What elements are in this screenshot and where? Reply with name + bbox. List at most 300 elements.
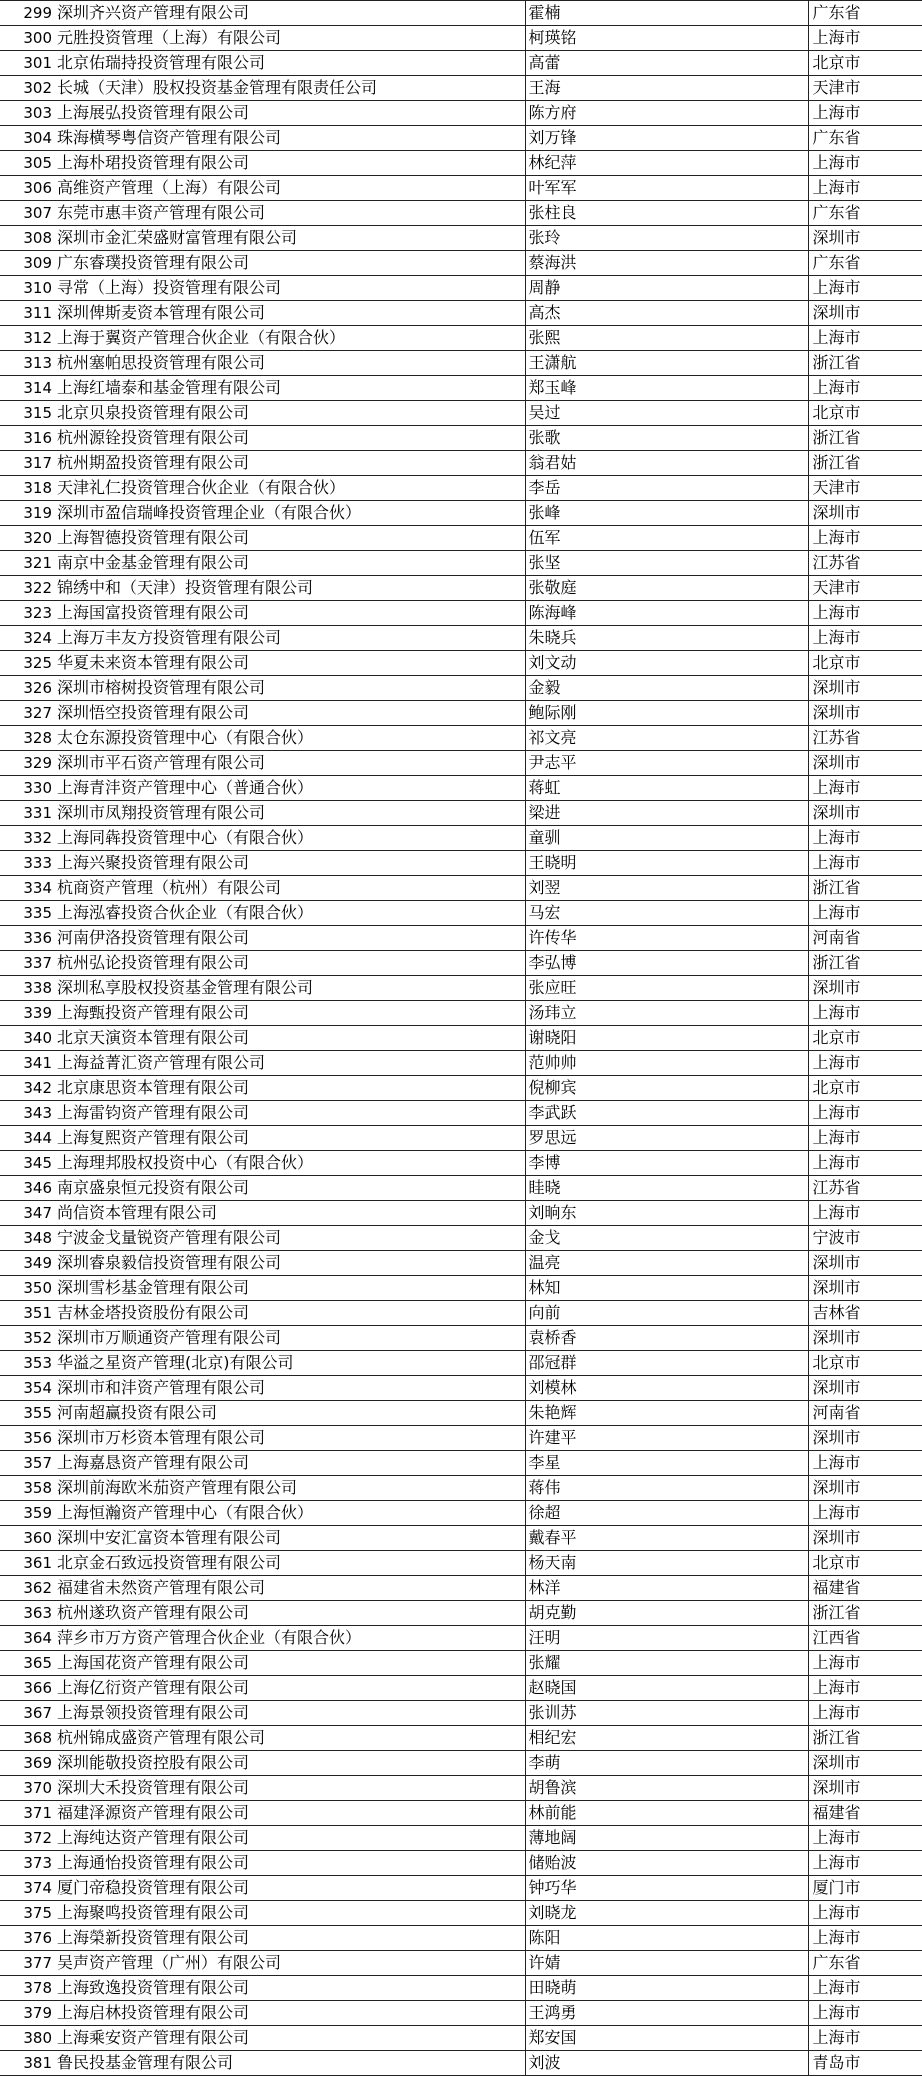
row-number: 355 bbox=[0, 1401, 55, 1426]
company-name-cell: 厦门帝稳投资管理有限公司 bbox=[55, 1876, 525, 1901]
company-name-cell: 高维资产管理（上海）有限公司 bbox=[55, 176, 525, 201]
region-cell: 天津市 bbox=[808, 576, 922, 601]
contact-name-cell: 张耀 bbox=[525, 1651, 808, 1676]
contact-name-cell: 陈方府 bbox=[525, 101, 808, 126]
contact-name-cell: 郑玉峰 bbox=[525, 376, 808, 401]
region-cell: 上海市 bbox=[808, 26, 922, 51]
row-number: 325 bbox=[0, 651, 55, 676]
region-cell: 深圳市 bbox=[808, 1276, 922, 1301]
region-cell: 浙江省 bbox=[808, 876, 922, 901]
row-number: 373 bbox=[0, 1851, 55, 1876]
contact-name-cell: 汪明 bbox=[525, 1626, 808, 1651]
company-name-cell: 杭州锦成盛资产管理有限公司 bbox=[55, 1726, 525, 1751]
row-number: 357 bbox=[0, 1451, 55, 1476]
region-cell: 上海市 bbox=[808, 1451, 922, 1476]
row-number: 322 bbox=[0, 576, 55, 601]
row-number: 330 bbox=[0, 776, 55, 801]
contact-name-cell: 眭晓 bbox=[525, 1176, 808, 1201]
table-row bbox=[0, 351, 922, 376]
region-cell: 深圳市 bbox=[808, 976, 922, 1001]
row-number: 342 bbox=[0, 1076, 55, 1101]
company-name-cell: 尚信资本管理有限公司 bbox=[55, 1201, 525, 1226]
company-name-cell: 华溢之星资产管理(北京)有限公司 bbox=[55, 1351, 525, 1376]
row-number: 368 bbox=[0, 1726, 55, 1751]
company-name-cell: 深圳齐兴资产管理有限公司 bbox=[55, 1, 525, 26]
table-row bbox=[0, 451, 922, 476]
table-row bbox=[0, 1426, 922, 1451]
row-number: 353 bbox=[0, 1351, 55, 1376]
company-name-cell: 上海国富投资管理有限公司 bbox=[55, 601, 525, 626]
contact-name-cell: 赵晓国 bbox=[525, 1676, 808, 1701]
region-cell: 上海市 bbox=[808, 626, 922, 651]
contact-name-cell: 马宏 bbox=[525, 901, 808, 926]
row-number: 300 bbox=[0, 26, 55, 51]
company-name-cell: 杭州塞帕思投资管理有限公司 bbox=[55, 351, 525, 376]
table-row bbox=[0, 226, 922, 251]
company-name-cell: 杭州弘论投资管理有限公司 bbox=[55, 951, 525, 976]
contact-name-cell: 周静 bbox=[525, 276, 808, 301]
contact-name-cell: 徐超 bbox=[525, 1501, 808, 1526]
row-number: 381 bbox=[0, 2051, 55, 2076]
region-cell: 北京市 bbox=[808, 51, 922, 76]
contact-name-cell: 郑安国 bbox=[525, 2026, 808, 2051]
table-row bbox=[0, 301, 922, 326]
contact-name-cell: 张玲 bbox=[525, 226, 808, 251]
contact-name-cell: 林前能 bbox=[525, 1801, 808, 1826]
company-name-cell: 深圳市万顺通资产管理有限公司 bbox=[55, 1326, 525, 1351]
region-cell: 上海市 bbox=[808, 1676, 922, 1701]
region-cell: 上海市 bbox=[808, 1651, 922, 1676]
company-name-cell: 上海启林投资管理有限公司 bbox=[55, 2001, 525, 2026]
table-row bbox=[0, 51, 922, 76]
table-row bbox=[0, 1501, 922, 1526]
contact-name-cell: 吴过 bbox=[525, 401, 808, 426]
table-row bbox=[0, 1801, 922, 1826]
contact-name-cell: 谢晓阳 bbox=[525, 1026, 808, 1051]
region-cell: 深圳市 bbox=[808, 1426, 922, 1451]
table-row bbox=[0, 476, 922, 501]
table-row bbox=[0, 751, 922, 776]
contact-name-cell: 范帅帅 bbox=[525, 1051, 808, 1076]
region-cell: 浙江省 bbox=[808, 1601, 922, 1626]
region-cell: 深圳市 bbox=[808, 1251, 922, 1276]
contact-name-cell: 高杰 bbox=[525, 301, 808, 326]
table-row bbox=[0, 926, 922, 951]
region-cell: 上海市 bbox=[808, 901, 922, 926]
row-number: 316 bbox=[0, 426, 55, 451]
row-number: 362 bbox=[0, 1576, 55, 1601]
region-cell: 江苏省 bbox=[808, 1176, 922, 1201]
company-name-cell: 深圳市平石资产管理有限公司 bbox=[55, 751, 525, 776]
table-row bbox=[0, 776, 922, 801]
region-cell: 吉林省 bbox=[808, 1301, 922, 1326]
region-cell: 上海市 bbox=[808, 276, 922, 301]
company-name-cell: 上海展弘投资管理有限公司 bbox=[55, 101, 525, 126]
company-name-cell: 北京金石致远投资管理有限公司 bbox=[55, 1551, 525, 1576]
region-cell: 深圳市 bbox=[808, 801, 922, 826]
contact-name-cell: 林洋 bbox=[525, 1576, 808, 1601]
region-cell: 上海市 bbox=[808, 1501, 922, 1526]
row-number: 345 bbox=[0, 1151, 55, 1176]
row-number: 303 bbox=[0, 101, 55, 126]
table-row bbox=[0, 2026, 922, 2051]
table-row bbox=[0, 1401, 922, 1426]
company-name-cell: 上海泓睿投资合伙企业（有限合伙） bbox=[55, 901, 525, 926]
table-row bbox=[0, 326, 922, 351]
company-name-cell: 深圳能敬投资控股有限公司 bbox=[55, 1751, 525, 1776]
company-name-cell: 河南伊洛投资管理有限公司 bbox=[55, 926, 525, 951]
contact-name-cell: 叶军军 bbox=[525, 176, 808, 201]
region-cell: 河南省 bbox=[808, 1401, 922, 1426]
contact-name-cell: 倪柳宾 bbox=[525, 1076, 808, 1101]
table-row bbox=[0, 426, 922, 451]
region-cell: 深圳市 bbox=[808, 226, 922, 251]
row-number: 347 bbox=[0, 1201, 55, 1226]
company-name-cell: 上海理邦股权投资中心（有限合伙） bbox=[55, 1151, 525, 1176]
contact-name-cell: 刘翌 bbox=[525, 876, 808, 901]
company-name-cell: 上海致逸投资管理有限公司 bbox=[55, 1976, 525, 2001]
region-cell: 上海市 bbox=[808, 326, 922, 351]
contact-name-cell: 袁桥香 bbox=[525, 1326, 808, 1351]
region-cell: 福建省 bbox=[808, 1576, 922, 1601]
region-cell: 上海市 bbox=[808, 2001, 922, 2026]
contact-name-cell: 张歌 bbox=[525, 426, 808, 451]
table-body bbox=[0, 1, 922, 2076]
company-name-cell: 杭商资产管理（杭州）有限公司 bbox=[55, 876, 525, 901]
table-row bbox=[0, 76, 922, 101]
contact-name-cell: 相纪宏 bbox=[525, 1726, 808, 1751]
contact-name-cell: 张熙 bbox=[525, 326, 808, 351]
company-name-cell: 深圳前海欧米茄资产管理有限公司 bbox=[55, 1476, 525, 1501]
row-number: 302 bbox=[0, 76, 55, 101]
region-cell: 广东省 bbox=[808, 1, 922, 26]
table-row bbox=[0, 126, 922, 151]
table-row bbox=[0, 1301, 922, 1326]
company-name-cell: 上海万丰友方投资管理有限公司 bbox=[55, 626, 525, 651]
company-name-cell: 上海恒瀚资产管理中心（有限合伙） bbox=[55, 1501, 525, 1526]
company-name-cell: 上海乘安资产管理有限公司 bbox=[55, 2026, 525, 2051]
table-row bbox=[0, 1, 922, 26]
row-number: 335 bbox=[0, 901, 55, 926]
table-row bbox=[0, 526, 922, 551]
region-cell: 上海市 bbox=[808, 601, 922, 626]
contact-name-cell: 伍军 bbox=[525, 526, 808, 551]
region-cell: 河南省 bbox=[808, 926, 922, 951]
company-name-cell: 上海兴聚投资管理有限公司 bbox=[55, 851, 525, 876]
contact-name-cell: 向前 bbox=[525, 1301, 808, 1326]
table-row bbox=[0, 676, 922, 701]
company-name-cell: 深圳中安汇富资本管理有限公司 bbox=[55, 1526, 525, 1551]
company-name-cell: 上海国花资产管理有限公司 bbox=[55, 1651, 525, 1676]
company-name-cell: 福建省未然资产管理有限公司 bbox=[55, 1576, 525, 1601]
contact-name-cell: 戴春平 bbox=[525, 1526, 808, 1551]
company-name-cell: 上海青沣资产管理中心（普通合伙） bbox=[55, 776, 525, 801]
contact-name-cell: 田晓萌 bbox=[525, 1976, 808, 2001]
region-cell: 北京市 bbox=[808, 1351, 922, 1376]
table-row bbox=[0, 1151, 922, 1176]
contact-name-cell: 李博 bbox=[525, 1151, 808, 1176]
region-cell: 青岛市 bbox=[808, 2051, 922, 2076]
region-cell: 广东省 bbox=[808, 1951, 922, 1976]
table-row bbox=[0, 1476, 922, 1501]
region-cell: 浙江省 bbox=[808, 351, 922, 376]
row-number: 315 bbox=[0, 401, 55, 426]
table-row bbox=[0, 1826, 922, 1851]
company-name-cell: 北京天演资本管理有限公司 bbox=[55, 1026, 525, 1051]
row-number: 336 bbox=[0, 926, 55, 951]
table-row bbox=[0, 251, 922, 276]
contact-name-cell: 李岳 bbox=[525, 476, 808, 501]
contact-name-cell: 储贻波 bbox=[525, 1851, 808, 1876]
region-cell: 上海市 bbox=[808, 376, 922, 401]
row-number: 379 bbox=[0, 2001, 55, 2026]
company-name-cell: 杭州遂玖资产管理有限公司 bbox=[55, 1601, 525, 1626]
company-name-cell: 深圳市榕树投资管理有限公司 bbox=[55, 676, 525, 701]
region-cell: 上海市 bbox=[808, 826, 922, 851]
table-row bbox=[0, 151, 922, 176]
company-name-cell: 上海亿衍资产管理有限公司 bbox=[55, 1676, 525, 1701]
region-cell: 北京市 bbox=[808, 1076, 922, 1101]
row-number: 376 bbox=[0, 1926, 55, 1951]
row-number: 308 bbox=[0, 226, 55, 251]
contact-name-cell: 刘万锋 bbox=[525, 126, 808, 151]
row-number: 344 bbox=[0, 1126, 55, 1151]
region-cell: 厦门市 bbox=[808, 1876, 922, 1901]
contact-name-cell: 许建平 bbox=[525, 1426, 808, 1451]
row-number: 363 bbox=[0, 1601, 55, 1626]
region-cell: 天津市 bbox=[808, 76, 922, 101]
region-cell: 浙江省 bbox=[808, 1726, 922, 1751]
contact-name-cell: 童驯 bbox=[525, 826, 808, 851]
table-row bbox=[0, 1651, 922, 1676]
region-cell: 上海市 bbox=[808, 176, 922, 201]
region-cell: 深圳市 bbox=[808, 1751, 922, 1776]
row-number: 317 bbox=[0, 451, 55, 476]
region-cell: 上海市 bbox=[808, 2026, 922, 2051]
row-number: 306 bbox=[0, 176, 55, 201]
contact-name-cell: 朱晓兵 bbox=[525, 626, 808, 651]
row-number: 352 bbox=[0, 1326, 55, 1351]
contact-name-cell: 钟巧华 bbox=[525, 1876, 808, 1901]
row-number: 358 bbox=[0, 1476, 55, 1501]
company-name-cell: 深圳市万杉资本管理有限公司 bbox=[55, 1426, 525, 1451]
region-cell: 上海市 bbox=[808, 851, 922, 876]
row-number: 337 bbox=[0, 951, 55, 976]
company-name-cell: 宁波金戈量锐资产管理有限公司 bbox=[55, 1226, 525, 1251]
contact-name-cell: 翁君姑 bbox=[525, 451, 808, 476]
company-name-cell: 深圳市盈信瑞峰投资管理企业（有限合伙） bbox=[55, 501, 525, 526]
table-row bbox=[0, 401, 922, 426]
table-row bbox=[0, 101, 922, 126]
table-row bbox=[0, 276, 922, 301]
row-number: 361 bbox=[0, 1551, 55, 1576]
row-number: 326 bbox=[0, 676, 55, 701]
row-number: 377 bbox=[0, 1951, 55, 1976]
contact-name-cell: 刘模林 bbox=[525, 1376, 808, 1401]
region-cell: 上海市 bbox=[808, 1926, 922, 1951]
row-number: 318 bbox=[0, 476, 55, 501]
region-cell: 上海市 bbox=[808, 776, 922, 801]
region-cell: 深圳市 bbox=[808, 1476, 922, 1501]
company-name-cell: 北京贝泉投资管理有限公司 bbox=[55, 401, 525, 426]
contact-name-cell: 温亮 bbox=[525, 1251, 808, 1276]
company-name-cell: 上海纯达资产管理有限公司 bbox=[55, 1826, 525, 1851]
contact-name-cell: 刘晓龙 bbox=[525, 1901, 808, 1926]
region-cell: 深圳市 bbox=[808, 1326, 922, 1351]
table-row bbox=[0, 1726, 922, 1751]
company-name-cell: 上海聚鸣投资管理有限公司 bbox=[55, 1901, 525, 1926]
row-number: 343 bbox=[0, 1101, 55, 1126]
row-number: 327 bbox=[0, 701, 55, 726]
contact-name-cell: 尹志平 bbox=[525, 751, 808, 776]
row-number: 314 bbox=[0, 376, 55, 401]
row-number: 364 bbox=[0, 1626, 55, 1651]
company-name-cell: 杭州源铨投资管理有限公司 bbox=[55, 426, 525, 451]
region-cell: 浙江省 bbox=[808, 426, 922, 451]
contact-name-cell: 王晓明 bbox=[525, 851, 808, 876]
table-row bbox=[0, 1851, 922, 1876]
region-cell: 深圳市 bbox=[808, 701, 922, 726]
region-cell: 上海市 bbox=[808, 1826, 922, 1851]
region-cell: 上海市 bbox=[808, 1151, 922, 1176]
region-cell: 深圳市 bbox=[808, 1776, 922, 1801]
table-row bbox=[0, 1101, 922, 1126]
table-row bbox=[0, 1251, 922, 1276]
row-number: 349 bbox=[0, 1251, 55, 1276]
contact-name-cell: 张柱良 bbox=[525, 201, 808, 226]
contact-name-cell: 金戈 bbox=[525, 1226, 808, 1251]
row-number: 333 bbox=[0, 851, 55, 876]
row-number: 366 bbox=[0, 1676, 55, 1701]
row-number: 356 bbox=[0, 1426, 55, 1451]
table-row bbox=[0, 726, 922, 751]
company-name-cell: 上海景领投资管理有限公司 bbox=[55, 1701, 525, 1726]
contact-name-cell: 许婧 bbox=[525, 1951, 808, 1976]
region-cell: 江苏省 bbox=[808, 551, 922, 576]
company-name-cell: 深圳市金汇荣盛财富管理有限公司 bbox=[55, 226, 525, 251]
contact-name-cell: 王潇航 bbox=[525, 351, 808, 376]
company-name-cell: 锦绣中和（天津）投资管理有限公司 bbox=[55, 576, 525, 601]
region-cell: 深圳市 bbox=[808, 751, 922, 776]
row-number: 338 bbox=[0, 976, 55, 1001]
region-cell: 广东省 bbox=[808, 126, 922, 151]
contact-name-cell: 林知 bbox=[525, 1276, 808, 1301]
contact-name-cell: 杨天南 bbox=[525, 1551, 808, 1576]
contact-name-cell: 霍楠 bbox=[525, 1, 808, 26]
contact-name-cell: 林纪萍 bbox=[525, 151, 808, 176]
contact-name-cell: 张坚 bbox=[525, 551, 808, 576]
row-number: 372 bbox=[0, 1826, 55, 1851]
row-number: 319 bbox=[0, 501, 55, 526]
company-name-cell: 深圳俾斯麦资本管理有限公司 bbox=[55, 301, 525, 326]
table-row bbox=[0, 1676, 922, 1701]
table-row bbox=[0, 1226, 922, 1251]
contact-name-cell: 高蕾 bbox=[525, 51, 808, 76]
table-row bbox=[0, 1601, 922, 1626]
table-row bbox=[0, 1751, 922, 1776]
contact-name-cell: 邵冠群 bbox=[525, 1351, 808, 1376]
company-name-cell: 吉林金塔投资股份有限公司 bbox=[55, 1301, 525, 1326]
company-name-cell: 寻常（上海）投资管理有限公司 bbox=[55, 276, 525, 301]
table-row bbox=[0, 1326, 922, 1351]
region-cell: 江西省 bbox=[808, 1626, 922, 1651]
company-name-cell: 杭州期盈投资管理有限公司 bbox=[55, 451, 525, 476]
row-number: 375 bbox=[0, 1901, 55, 1926]
table-row bbox=[0, 976, 922, 1001]
contact-name-cell: 陈海峰 bbox=[525, 601, 808, 626]
table-row bbox=[0, 601, 922, 626]
region-cell: 江苏省 bbox=[808, 726, 922, 751]
company-name-cell: 上海甄投资产管理有限公司 bbox=[55, 1001, 525, 1026]
row-number: 341 bbox=[0, 1051, 55, 1076]
row-number: 380 bbox=[0, 2026, 55, 2051]
region-cell: 浙江省 bbox=[808, 951, 922, 976]
company-name-cell: 上海于翼资产管理合伙企业（有限合伙） bbox=[55, 326, 525, 351]
row-number: 346 bbox=[0, 1176, 55, 1201]
contact-name-cell: 刘波 bbox=[525, 2051, 808, 2076]
contact-name-cell: 李萌 bbox=[525, 1751, 808, 1776]
table-row bbox=[0, 576, 922, 601]
table-row bbox=[0, 951, 922, 976]
company-name-cell: 珠海横琴粤信资产管理有限公司 bbox=[55, 126, 525, 151]
region-cell: 天津市 bbox=[808, 476, 922, 501]
region-cell: 上海市 bbox=[808, 1701, 922, 1726]
row-number: 351 bbox=[0, 1301, 55, 1326]
table-row bbox=[0, 1026, 922, 1051]
table-row bbox=[0, 1001, 922, 1026]
table-row bbox=[0, 1076, 922, 1101]
region-cell: 浙江省 bbox=[808, 451, 922, 476]
company-name-cell: 东莞市惠丰资产管理有限公司 bbox=[55, 201, 525, 226]
company-name-cell: 南京盛泉恒元投资有限公司 bbox=[55, 1176, 525, 1201]
region-cell: 北京市 bbox=[808, 1026, 922, 1051]
row-number: 323 bbox=[0, 601, 55, 626]
table-row bbox=[0, 376, 922, 401]
row-number: 354 bbox=[0, 1376, 55, 1401]
company-name-cell: 深圳悟空投资管理有限公司 bbox=[55, 701, 525, 726]
company-name-cell: 南京中金基金管理有限公司 bbox=[55, 551, 525, 576]
company-name-cell: 上海嘉恳资产管理有限公司 bbox=[55, 1451, 525, 1476]
contact-name-cell: 汤玮立 bbox=[525, 1001, 808, 1026]
table-row bbox=[0, 1626, 922, 1651]
company-name-cell: 广东睿璞投资管理有限公司 bbox=[55, 251, 525, 276]
region-cell: 上海市 bbox=[808, 1051, 922, 1076]
region-cell: 上海市 bbox=[808, 101, 922, 126]
contact-name-cell: 陈阳 bbox=[525, 1926, 808, 1951]
region-cell: 上海市 bbox=[808, 1901, 922, 1926]
table-row bbox=[0, 1576, 922, 1601]
table-row bbox=[0, 901, 922, 926]
table-row bbox=[0, 1876, 922, 1901]
row-number: 305 bbox=[0, 151, 55, 176]
row-number: 332 bbox=[0, 826, 55, 851]
region-cell: 北京市 bbox=[808, 401, 922, 426]
table-row bbox=[0, 26, 922, 51]
row-number: 374 bbox=[0, 1876, 55, 1901]
contact-name-cell: 蒋虹 bbox=[525, 776, 808, 801]
table-row bbox=[0, 176, 922, 201]
row-number: 360 bbox=[0, 1526, 55, 1551]
row-number: 369 bbox=[0, 1751, 55, 1776]
contact-name-cell: 柯瑛铭 bbox=[525, 26, 808, 51]
row-number: 359 bbox=[0, 1501, 55, 1526]
company-name-cell: 华夏未来资本管理有限公司 bbox=[55, 651, 525, 676]
row-number: 321 bbox=[0, 551, 55, 576]
company-name-cell: 北京康思资本管理有限公司 bbox=[55, 1076, 525, 1101]
region-cell: 深圳市 bbox=[808, 301, 922, 326]
company-name-cell: 上海通怡投资管理有限公司 bbox=[55, 1851, 525, 1876]
region-cell: 上海市 bbox=[808, 1976, 922, 2001]
